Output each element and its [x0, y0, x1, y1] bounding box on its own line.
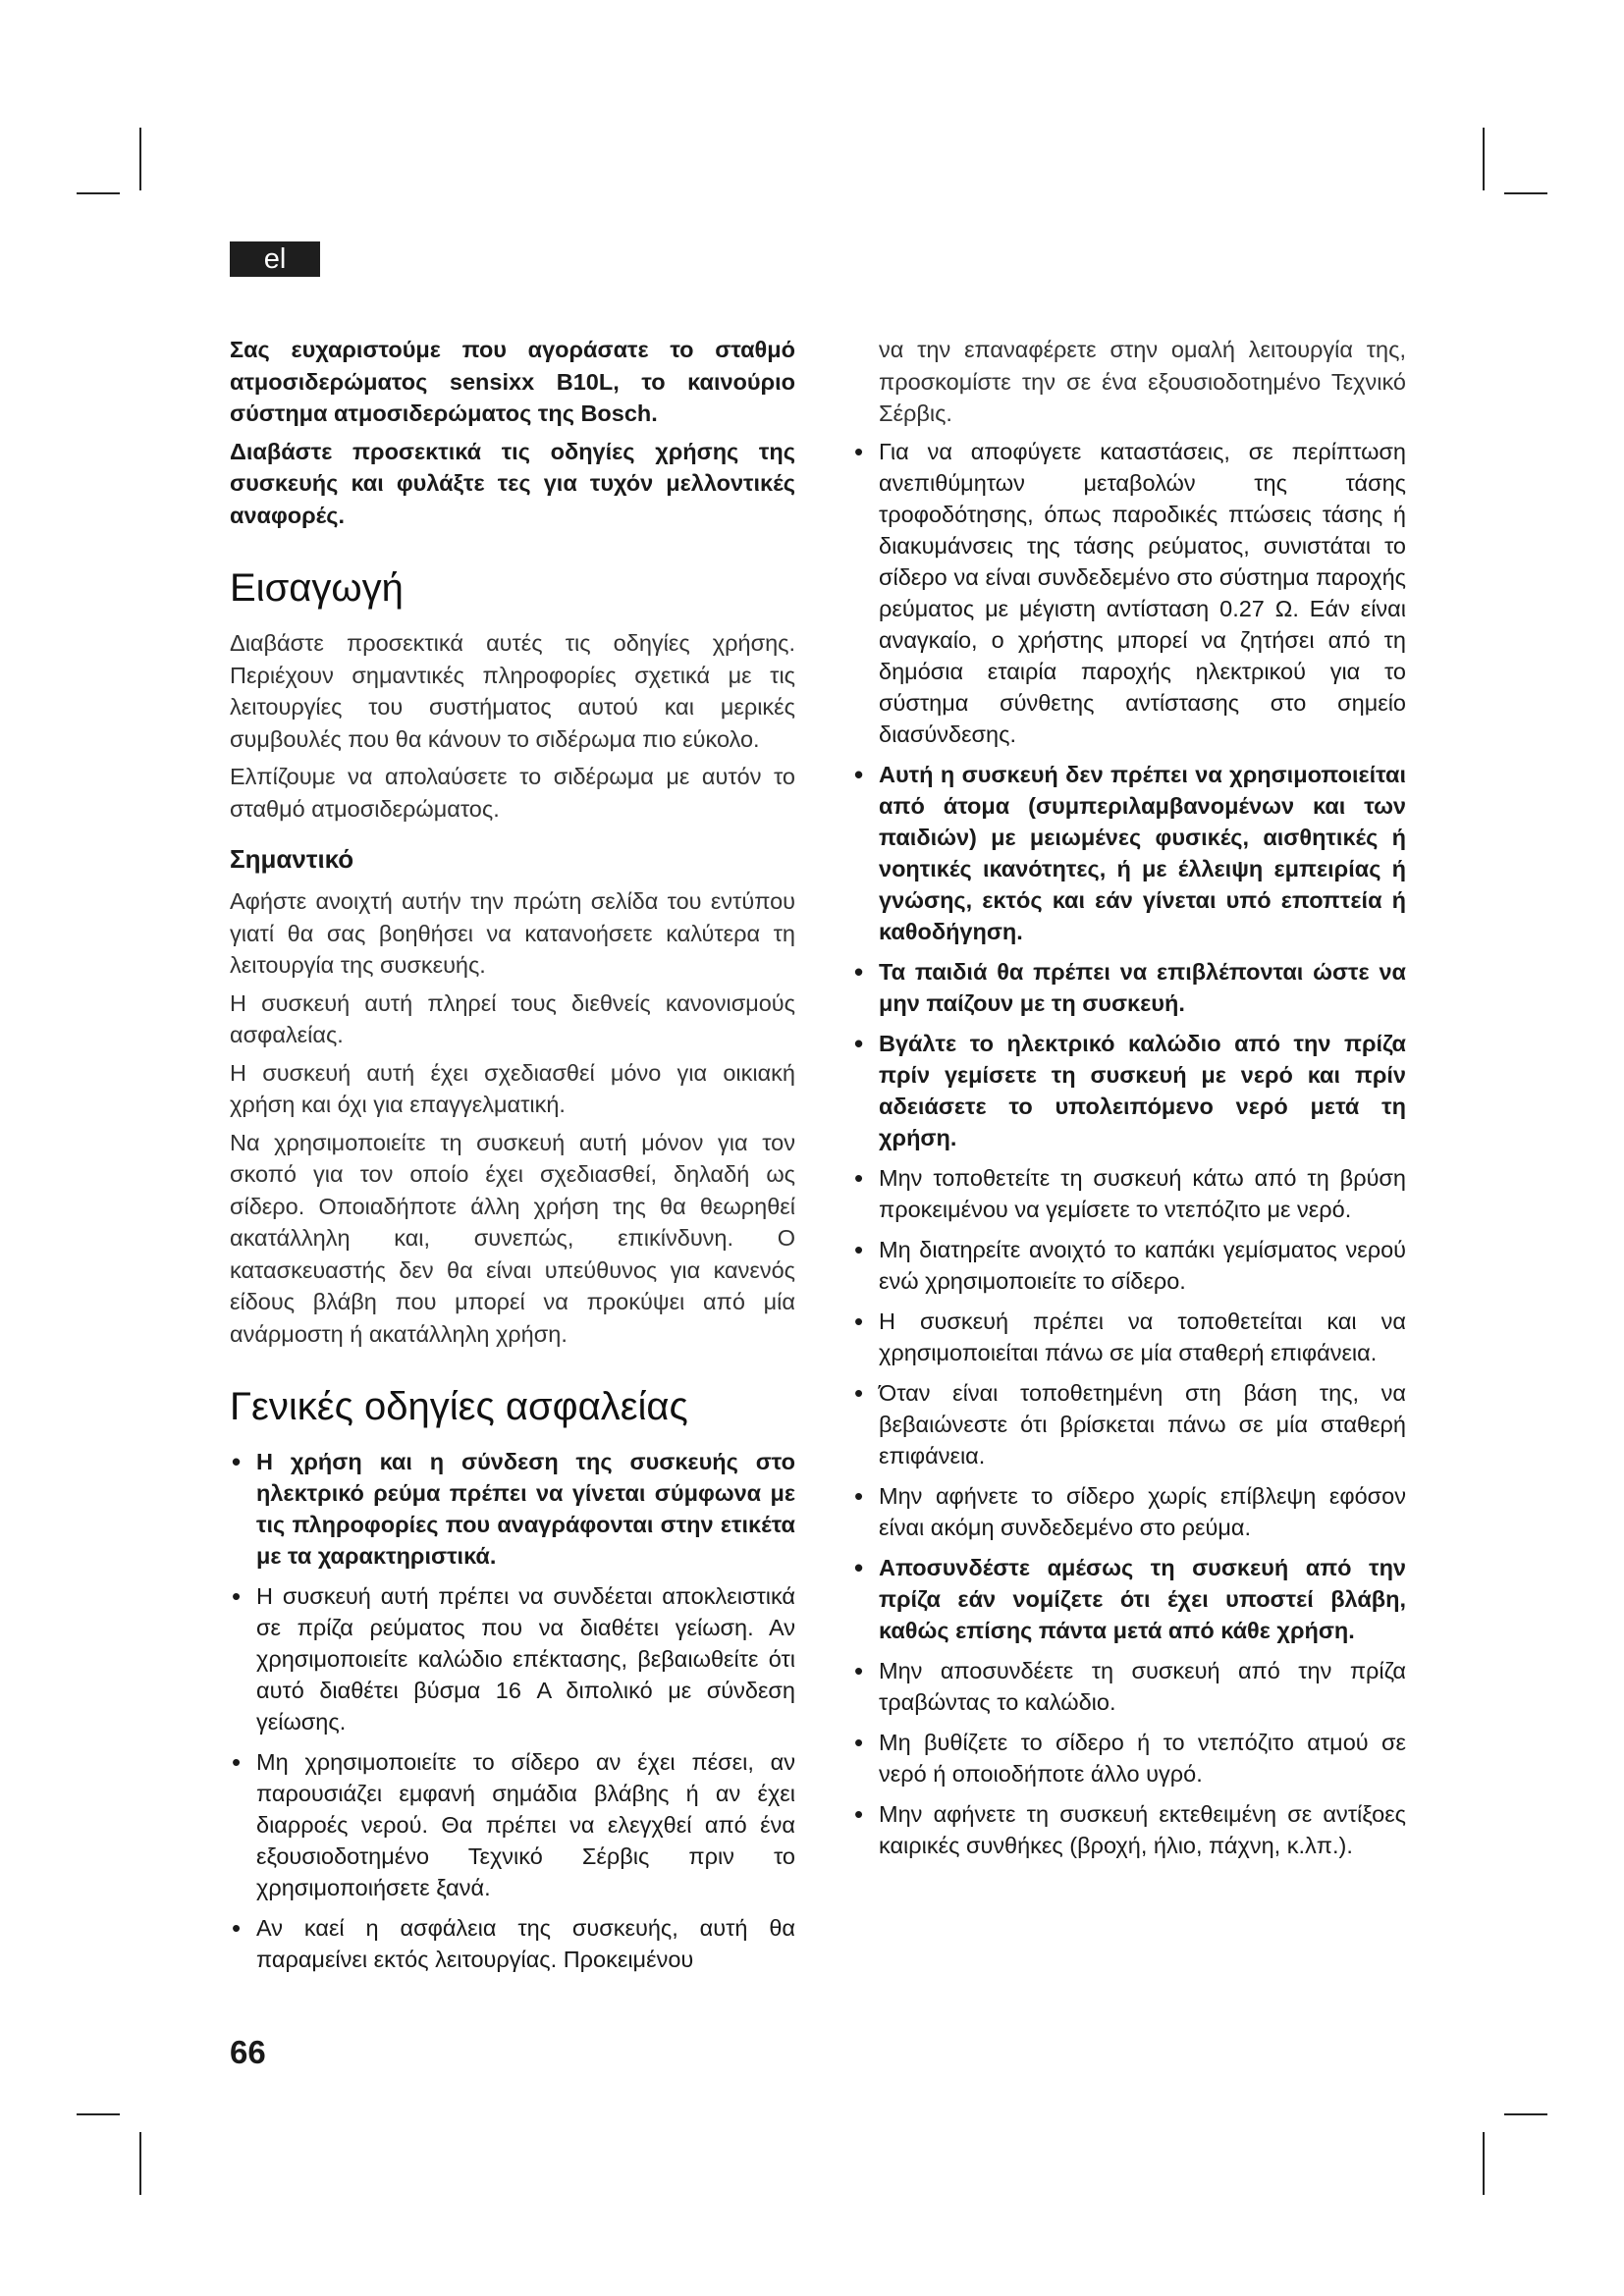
page-number: 66: [230, 2034, 266, 2070]
safety-item: • Μην αποσυνδέετε τη συσκευή από την πρίζα τραβώντας το καλώδιο.: [852, 1655, 1406, 1718]
safety-list: [230, 1446, 795, 1975]
safety-item: • Τα παιδιά θα πρέπει να επιβλέπονται ώστε να μην παίζουν με τη συσκευή.: [852, 956, 1406, 1019]
intro-thanks: Σας ευχαριστούμε που αγοράσατε το σταθμό ατμοσιδερώματος sensixx B10L, το καινούριο σύστημα ατμοσιδερώματος της Bosch.: [230, 337, 795, 426]
safety-item: • Μη διατηρείτε ανοιχτό το καπάκι γεμίσματος νερού ενώ χρησιμοποιείτε το σίδερο.: [852, 1234, 1406, 1297]
safety-item: • Μην τοποθετείτε τη συσκευή κάτω από τη βρύση προκειμένου να γεμίσετε το ντεπόζιτο με νερό.: [852, 1162, 1406, 1225]
safety-item: • Αυτή η συσκευή δεν πρέπει να χρησιμοποιείται από άτομα (συμπεριλαμβανομένων και των παιδιών) με μειωμένες φυσικές, αισθητικές ή νοητικές ικανότητες, ή με έλλειψη εμπειρίας ή γνώσης, εκτός και εάν γίνεται υπό εποπτεία ή καθοδήγηση.: [852, 759, 1406, 947]
crop-mark-bottom-right-vertical: [1483, 2132, 1485, 2195]
safety-item: • Η συσκευή πρέπει να τοποθετείται και να χρησιμοποιείται πάνω σε μία σταθερή επιφάνεια.: [852, 1306, 1406, 1368]
important-paragraph: Αφήστε ανοιχτή αυτήν την πρώτη σελίδα του εντύπου γιατί θα σας βοηθήσει να κατανοήσετε καλύτερα τη λειτουργία της συσκευής.: [230, 888, 795, 978]
safety-heading: Γενικές οδηγίες ασφαλείας: [230, 1385, 688, 1428]
safety-item: • Όταν είναι τοποθετημένη στη βάση της, να βεβαιώνεστε ότι βρίσκεται πάνω σε μία σταθερή επιφάνεια.: [852, 1377, 1406, 1471]
safety-item-continuation: να την επαναφέρετε στην ομαλή λειτουργία της, προσκομίστε την σε ένα εξουσιοδοτημένο Τεχνικό Σέρβις.: [879, 337, 1406, 426]
right-column: [852, 334, 1406, 1870]
crop-mark-top-left-horizontal: [77, 192, 120, 194]
safety-item: • Για να αποφύγετε καταστάσεις, σε περίπτωση ανεπιθύμητων μεταβολών της τάσης τροφοδότησης, όπως παροδικές πτώσεις τάσης ή διακυμάνσεις της τάσης ρεύματος, συνιστάται το σίδερο να είναι συνδεδεμένο στο σύστημα παροχής ρεύματος με μέγιστη αντίσταση 0.27 Ω. Εάν είναι αναγκαίο, ο χρήστης μπορεί να ζητήσει από τη δημόσια εταιρία παροχής ηλεκτρικού για το σύστημα σύνθετης αντίστασης στο σημείο διασύνδεσης.: [852, 436, 1406, 750]
crop-mark-bottom-left-vertical: [139, 2132, 141, 2195]
crop-mark-top-left-vertical: [139, 128, 141, 190]
intro-read-instructions: Διαβάστε προσεκτικά τις οδηγίες χρήσης της συσκευής και φυλάξτε τες για τυχόν μελλοντικές αναφορές.: [230, 438, 795, 528]
safety-item: • Αποσυνδέστε αμέσως τη συσκευή από την πρίζα εάν νομίζετε ότι έχει υποστεί βλάβη, καθώς επίσης πάντα μετά από κάθε χρήση.: [852, 1552, 1406, 1646]
introduction-heading: Εισαγωγή: [230, 566, 404, 610]
important-paragraph: Η συσκευή αυτή πληρεί τους διεθνείς κανονισμούς ασφαλείας.: [230, 989, 795, 1047]
safety-item: • Μην αφήνετε τη συσκευή εκτεθειμένη σε αντίξοες καιρικές συνθήκες (βροχή, ήλιο, πάχνη, κ.λπ.).: [852, 1798, 1406, 1861]
crop-mark-top-right-horizontal: [1504, 192, 1547, 194]
safety-item: • Βγάλτε το ηλεκτρικό καλώδιο από την πρίζα πρίν γεμίσετε τη συσκευή με νερό και πρίν αδειάσετε το υπολειπόμενο νερό μετά τη χρήση.: [852, 1028, 1406, 1153]
important-paragraph: Η συσκευή αυτή έχει σχεδιασθεί μόνο για οικιακή χρήση και όχι για επαγγελματική.: [230, 1059, 795, 1117]
safety-item: • Μη βυθίζετε το σίδερο ή το ντεπόζιτο ατμού σε νερό ή οποιοδήποτε άλλο υγρό.: [852, 1727, 1406, 1789]
important-paragraph: Να χρησιμοποιείτε τη συσκευή αυτή μόνον για τον σκοπό για τον οποίο έχει σχεδιασθεί, δηλαδή ως σίδερο. Οποιαδήποτε άλλη χρήση της θα θεωρηθεί ακατάλληλη και, συνεπώς, επικίνδυνη. Ο κατασκευαστής δεν θα είναι υπεύθυνος για κανενός είδους βλάβη που μπορεί να προκύψει από μία ανάρμοστη ή ακατάλληλη χρήση.: [230, 1129, 795, 1347]
crop-mark-top-right-vertical: [1483, 128, 1485, 190]
left-column: [230, 334, 795, 1984]
safety-list-continued: [852, 436, 1406, 1861]
safety-item: • Αν καεί η ασφάλεια της συσκευής, αυτή θα παραμείνει εκτός λειτουργίας. Προκειμένου: [230, 1912, 795, 1975]
safety-item: • Η συσκευή αυτή πρέπει να συνδέεται αποκλειστικά σε πρίζα ρεύματος που να διαθέτει γείωση. Αν χρησιμοποιείτε καλώδιο επέκτασης, βεβαιωθείτε ότι αυτό διαθέτει βύσμα 16 A διπολικό με σύνδεση γείωσης.: [230, 1580, 795, 1737]
introduction-paragraph: Διαβάστε προσεκτικά αυτές τις οδηγίες χρήσης. Περιέχουν σημαντικές πληροφορίες σχετικά με τις λειτουργίες του συστήματος αυτού και μερικές συμβουλές που θα κάνουν το σιδέρωμα πιο εύκολο.: [230, 630, 795, 752]
important-heading: Σημαντικό: [230, 844, 354, 874]
safety-item: • Μην αφήνετε το σίδερο χωρίς επίβλεψη εφόσον είναι ακόμη συνδεδεμένο στο ρεύμα.: [852, 1480, 1406, 1543]
safety-item: • Μη χρησιμοποιείτε το σίδερο αν έχει πέσει, αν παρουσιάζει εμφανή σημάδια βλάβης ή αν έχει διαρροές νερού. Θα πρέπει να ελεγχθεί από ένα εξουσιοδοτημένο Τεχνικό Σέρβις πριν το χρησιμοποιήσετε ξανά.: [230, 1746, 795, 1903]
crop-mark-bottom-left-horizontal: [77, 2113, 120, 2115]
crop-mark-bottom-right-horizontal: [1504, 2113, 1547, 2115]
language-tab: el: [230, 241, 320, 277]
safety-item: • Η χρήση και η σύνδεση της συσκευής στο ηλεκτρικό ρεύμα πρέπει να γίνεται σύμφωνα με τις πληροφορίες που αναγράφονται στην ετικέτα με τα χαρακτηριστικά.: [230, 1446, 795, 1572]
introduction-paragraph: Ελπίζουμε να απολαύσετε το σιδέρωμα με αυτόν το σταθμό ατμοσιδερώματος.: [230, 764, 795, 822]
